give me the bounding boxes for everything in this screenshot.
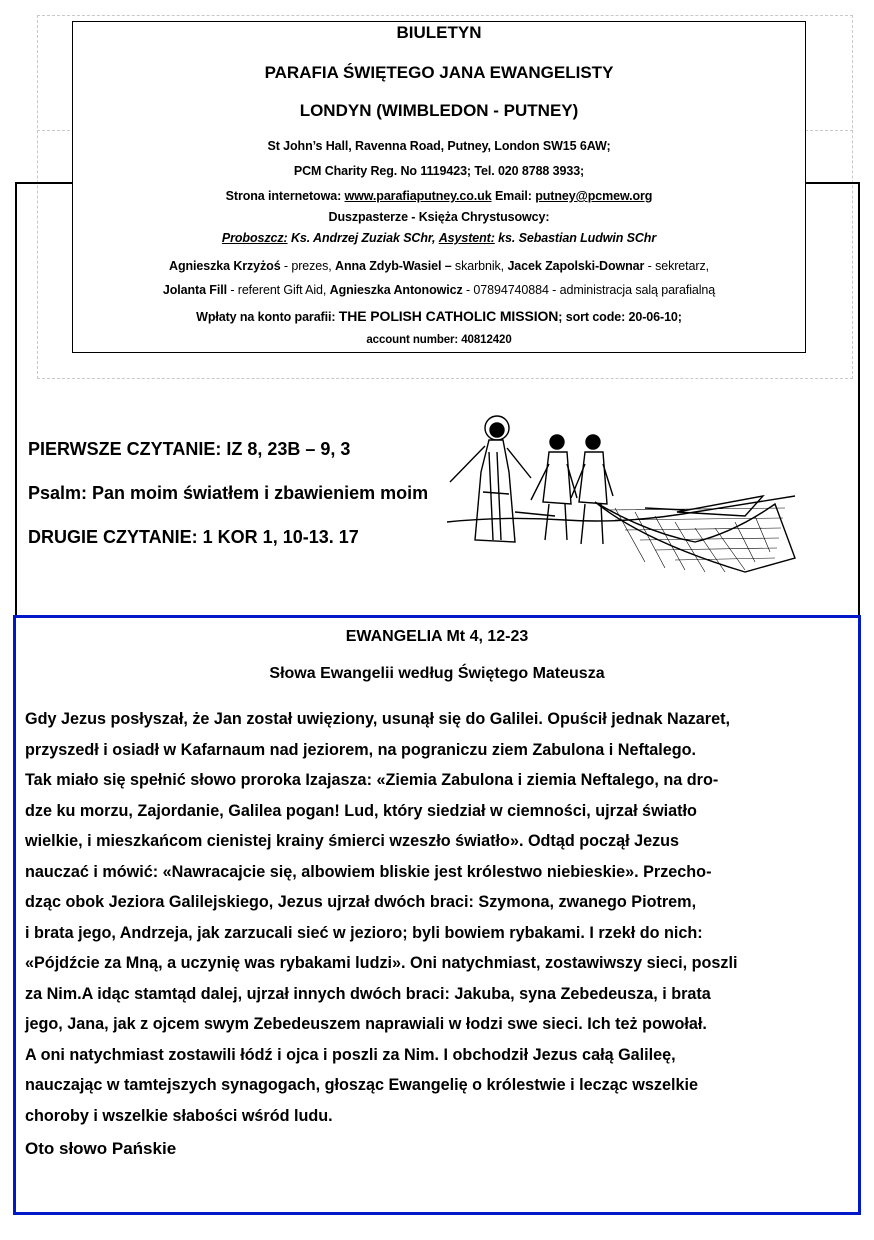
charity-info: PCM Charity Reg. No 1119423; Tel. 020 8788 3933;	[293, 164, 585, 178]
first-reading: PIERWSZE CZYTANIE: IZ 8, 23B – 9, 3	[28, 439, 351, 459]
gospel-line: dząc obok Jeziora Galilejskiego, Jezus ujrzał dwóch braci: Szymona, zwanego Piotrem,	[25, 893, 697, 911]
email-link[interactable]: putney@pcmew.org	[535, 189, 653, 203]
gospel-line: A oni natychmiast zostawili łódź i ojca i poszli za Nim. I obchodził Jezus całą Galileę,	[25, 1045, 676, 1064]
website-label: Strona internetowa:	[225, 189, 342, 203]
bank-info	[73, 308, 805, 324]
gospel-line: «Pójdźcie za Mną, a uczynię was rybakami ludzi». Oni natychmiast, zostawiwszy sieci, poszli	[25, 954, 738, 972]
second-reading: DRUGIE CZYTANIE: 1 KOR 1, 10-13. 17	[28, 527, 359, 547]
council-member: Jolanta Fill	[162, 283, 227, 297]
bank-label: Wpłaty na konto parafii:	[196, 310, 339, 324]
gospel-closing: Oto słowo Pańskie	[25, 1139, 177, 1158]
account-number: account number: 40812420	[366, 334, 512, 346]
parish-address: St John’s Hall, Ravenna Road, Putney, London SW15 6AW;	[267, 139, 611, 153]
gospel-line: jego, Jana, jak z ojcem swym Zebedeuszem naprawiali w łodzi swe sieci. Ich też powołał.	[25, 1015, 707, 1033]
council-line-1	[73, 259, 805, 273]
gospel-title: EWANGELIA Mt 4, 12-23	[345, 628, 529, 645]
gospel-line: i brata jego, Andrzeja, jak zarzucali sieć w jezioro; byli bowiem rybakami. I rzekł do nich:	[25, 923, 703, 942]
council-member: Anna Zdyb-Wasiel –	[335, 259, 452, 273]
parish-name: PARAFIA ŚWIĘTEGO JANA EWANGELISTY	[264, 63, 614, 82]
psalm: Psalm: Pan moim światłem i zbawieniem moim	[28, 483, 429, 503]
website-link[interactable]: www.parafiaputney.co.uk	[344, 189, 492, 203]
gospel-line: nauczać i mówić: «Nawracajcie się, albowiem bliskie jest królestwo niebieskie». Przecho-	[25, 862, 712, 881]
bulletin-title: BIULETYN	[396, 23, 482, 42]
council-role: - sekretarz,	[644, 259, 709, 273]
email-label: Email:	[494, 189, 532, 203]
council-member: Agnieszka Krzyżoś	[169, 259, 281, 273]
gospel-line: dze ku morzu, Zajordanie, Galilea pogan! Lud, który siedział w ciemności, ujrzał światło	[25, 801, 697, 820]
gospel-text	[25, 704, 854, 1131]
council-role: - 07894740884 - administracja salą parafialną	[462, 283, 716, 297]
gospel-line: przyszedł i osiadł w Kafarnaum nad jeziorem, na pograniczu ziem Zabulona i Neftalego.	[25, 740, 697, 759]
council-role: - referent Gift Aid,	[226, 283, 330, 297]
council-role: skarbnik,	[451, 259, 508, 273]
contact-line	[73, 189, 805, 203]
gospel-line: nauczając w tamtejszych synagogach, głosząc Ewangelię o królestwie i lecząc wszelkie	[25, 1076, 698, 1094]
bulletin-header	[72, 21, 806, 353]
proboszcz-label: Proboszcz:	[221, 231, 288, 245]
gospel-line: Gdy Jezus posłyszał, że Jan został uwięziony, usunął się do Galilei. Opuścił jednak Nazaret,	[25, 710, 730, 728]
council-member: Agnieszka Antonowicz	[329, 283, 463, 297]
council-line-2	[73, 283, 805, 297]
gospel-line: choroby i wszelkie słabości wśród ludu.	[25, 1106, 333, 1125]
pastors-heading: Duszpasterze - Księża Chrystusowcy:	[328, 210, 550, 224]
jesus-calling-fishermen-illustration	[445, 412, 800, 577]
readings-list	[28, 438, 448, 548]
bank-sort-code: ; sort code: 20-06-10;	[558, 310, 682, 324]
council-member: Jacek Zapolski-Downar	[507, 259, 645, 273]
gospel-line: Tak miało się spełnić słowo proroka Izajasza: «Ziemia Zabulona i ziemia Neftalego, na dro-	[25, 771, 719, 789]
gospel-section	[13, 615, 861, 1215]
gospel-line: wielkie, i mieszkańcom cienistej krainy śmierci wzeszło światło». Odtąd począł Jezus	[25, 832, 680, 850]
asystent-name: ks. Sebastian Ludwin SChr	[498, 231, 657, 245]
gospel-subtitle: Słowa Ewangelii według Świętego Mateusza	[269, 665, 605, 682]
council-role: - prezes,	[280, 259, 336, 273]
proboszcz-name: Ks. Andrzej Zuziak SChr,	[290, 231, 436, 245]
clergy-line	[73, 231, 805, 245]
asystent-label: Asystent:	[438, 231, 495, 245]
gospel-line: za Nim.A idąc stamtąd dalej, ujrzał innych dwóch braci: Jakuba, syna Zebedeusza, i brata	[25, 984, 711, 1003]
bank-name: THE POLISH CATHOLIC MISSION	[338, 308, 559, 324]
parish-location: LONDYN (WIMBLEDON - PUTNEY)	[299, 101, 579, 120]
